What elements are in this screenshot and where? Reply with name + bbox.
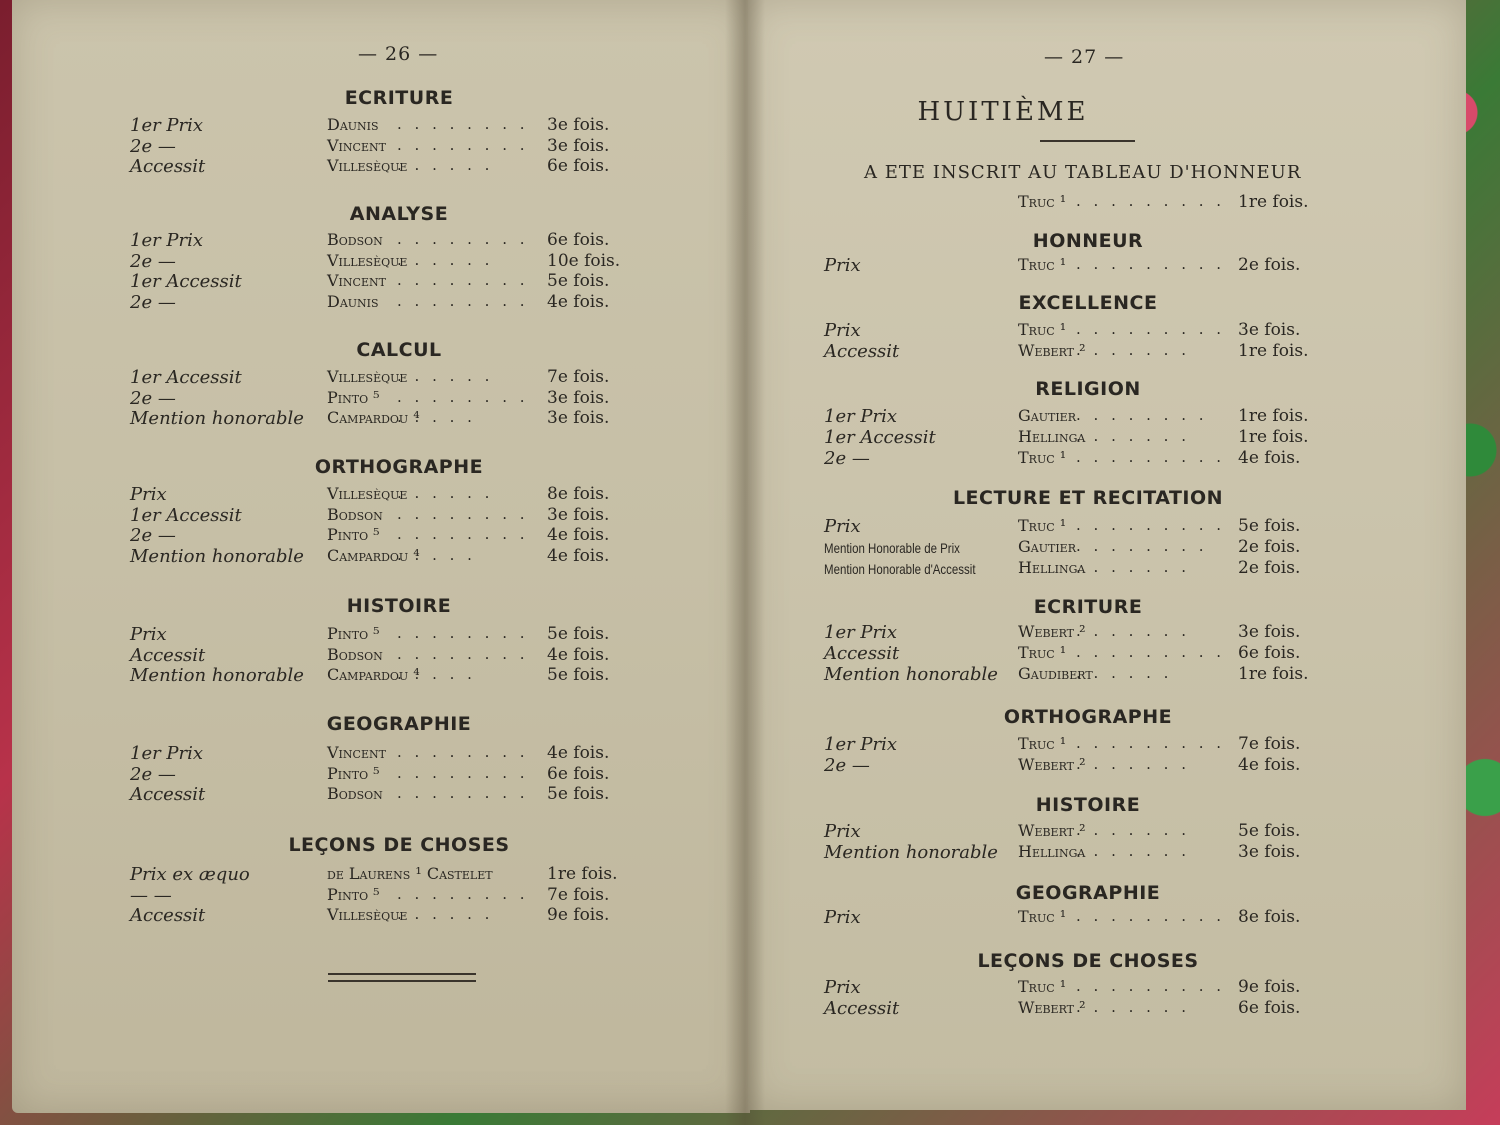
section-title: HISTOIRE <box>346 595 452 617</box>
times-count: 3e fois. <box>547 135 610 156</box>
leader-dots: . . . . . . . <box>1076 622 1190 640</box>
section-title: CALCUL <box>356 339 442 361</box>
leader-dots: . . . . . . . . <box>397 115 529 133</box>
award-label: Mention honorable <box>130 665 304 687</box>
times-count: 6e fois. <box>547 763 610 784</box>
leader-dots: . . . . . . <box>397 905 494 924</box>
award-label: 1er Prix <box>130 115 204 136</box>
leader-dots: . . . . . . . . <box>1076 537 1208 555</box>
leader-dots: . . . . . . . . . <box>1076 907 1226 925</box>
award-label: 1er Prix <box>130 230 204 251</box>
leader-dots: . . . . . . . . <box>397 624 529 642</box>
leader-dots: . . . . . . . <box>1076 341 1190 359</box>
student-name: Vincent <box>327 135 386 155</box>
student-name: Gaudibert <box>1018 664 1093 683</box>
times-count: 3e fois. <box>1238 842 1301 862</box>
award-label: Prix <box>824 977 861 998</box>
section-title: ANALYSE <box>349 203 449 225</box>
award-label: 1er Prix <box>824 734 898 755</box>
leader-dots: . . . . . . . <box>1076 821 1190 839</box>
leader-dots: . . . . . . . . <box>397 763 529 782</box>
student-name: Bodson <box>327 504 383 524</box>
student-name: Bodson <box>327 784 383 804</box>
award-label: 1er Accessit <box>130 271 242 293</box>
times-count: 4e fois. <box>547 525 610 546</box>
student-name: Webert ² <box>1018 341 1086 360</box>
award-label: 2e — <box>130 387 176 409</box>
page-number: — 27 — <box>1044 46 1125 68</box>
times-count: 5e fois. <box>547 784 610 805</box>
times-count: 4e fois. <box>547 291 610 312</box>
award-label: Mention honorable <box>130 545 304 567</box>
times-count: 8e fois. <box>1238 907 1301 927</box>
times-count: 6e fois. <box>1238 643 1301 663</box>
student-name: Truc ¹ <box>1018 320 1067 339</box>
times-count: 9e fois. <box>547 905 610 926</box>
award-label: Prix <box>130 484 167 505</box>
leader-dots: . . . . . . . . <box>397 230 529 248</box>
award-label: Mention Honorable de Prix <box>824 540 960 556</box>
leader-dots: . . . . . . . . . <box>1076 448 1226 466</box>
award-label: 1er Prix <box>824 406 898 427</box>
times-count: 5e fois. <box>547 624 610 644</box>
student-name: Truc ¹ <box>1018 516 1067 535</box>
times-count: 5e fois. <box>1238 821 1301 841</box>
times-count: 3e fois. <box>547 387 610 408</box>
times-count: 5e fois. <box>1238 516 1301 536</box>
times-count: 1re fois. <box>1238 427 1309 447</box>
award-label: 2e — <box>824 755 870 776</box>
student-name: Bodson <box>327 230 383 249</box>
section-title: EXCELLENCE <box>1018 292 1158 314</box>
award-label: Prix <box>130 624 167 645</box>
times-count: 4e fois. <box>1238 755 1301 775</box>
times-count: 6e fois. <box>547 230 610 250</box>
leader-dots: . . . . . . . <box>1076 842 1190 860</box>
leader-dots: . . . . . . . . <box>397 291 529 310</box>
student-name: Villesèque <box>327 484 408 503</box>
leader-dots: . . . . . . . . . <box>1076 255 1226 273</box>
student-name: Truc ¹ <box>1018 643 1067 662</box>
award-label: Mention honorable <box>130 408 304 430</box>
student-name: Truc ¹ <box>1018 977 1067 996</box>
leader-dots: . . . . . . . . <box>1076 406 1208 424</box>
award-label: Prix <box>824 821 861 842</box>
section-title: HONNEUR <box>1032 230 1144 252</box>
award-label: Prix <box>824 255 861 276</box>
award-label: 1er Accessit <box>130 504 242 526</box>
student-name: Villesèque <box>327 367 408 386</box>
times-count: 4e fois. <box>547 644 610 665</box>
times-count: 1re fois. <box>1238 192 1309 212</box>
leader-dots: . . . . . . . . <box>397 387 529 406</box>
student-name: Truc ¹ <box>1018 448 1067 467</box>
leader-dots: . . . . . . <box>397 484 494 502</box>
award-label: Mention Honorable d'Accessit <box>824 561 976 577</box>
times-count: 10e fois. <box>547 250 621 271</box>
leader-dots: . . . . . . . . <box>397 784 529 803</box>
student-name: Daunis <box>327 115 379 134</box>
student-name: Villesèque <box>327 905 408 925</box>
tableau-heading: A ETE INSCRIT AU TABLEAU D'HONNEUR <box>864 162 1302 183</box>
award-label: 1er Accessit <box>130 367 242 388</box>
times-count: 5e fois. <box>547 271 610 292</box>
leader-dots: . . . . . . . . <box>397 271 529 290</box>
leader-dots: . . . . . <box>397 545 476 564</box>
student-name: Webert ² <box>1018 998 1086 1017</box>
student-name: Campardou ⁴ <box>327 408 420 428</box>
leader-dots: . . . . . . . <box>1076 558 1190 576</box>
student-name: Pinto ⁵ <box>327 387 380 407</box>
student-name: Gautier <box>1018 537 1076 556</box>
times-count: 6e fois. <box>1238 998 1301 1018</box>
times-count: 1re fois. <box>1238 406 1309 426</box>
student-name: Villesèque <box>327 250 408 270</box>
student-name: Truc ¹ <box>1018 255 1067 274</box>
section-title: ORTHOGRAPHE <box>314 456 484 478</box>
award-label: Accessit <box>824 643 900 664</box>
award-label: 1er Prix <box>824 622 898 643</box>
award-label: 2e — <box>130 250 176 272</box>
leader-dots: . . . . . . . . . <box>1076 734 1226 752</box>
leader-dots: . . . . . . . . <box>397 525 529 544</box>
section-title: ECRITURE <box>1033 596 1143 618</box>
award-label: Accessit <box>130 644 206 666</box>
leader-dots: . . . . . . . . . <box>1076 320 1226 338</box>
times-count: 9e fois. <box>1238 977 1301 997</box>
student-name: Hellinga <box>1018 558 1086 577</box>
student-name: Hellinga <box>1018 842 1086 861</box>
times-count: 3e fois. <box>547 115 610 135</box>
leader-dots: . . . . . . . . . <box>1076 192 1226 210</box>
times-count: 4e fois. <box>547 545 610 566</box>
section-title: ECRITURE <box>344 87 454 109</box>
times-count: 7e fois. <box>547 367 610 387</box>
section-title: GEOGRAPHIE <box>326 713 472 735</box>
times-count: 1re fois. <box>547 864 618 884</box>
leader-dots: . . . . . <box>397 665 476 684</box>
times-count: 1re fois. <box>1238 341 1309 361</box>
leader-dots: . . . . . . . . <box>397 743 529 761</box>
award-label: 2e — <box>130 291 176 313</box>
leader-dots: . . . . . . <box>397 250 494 269</box>
award-label: Prix <box>824 907 861 928</box>
award-label: Accessit <box>130 156 206 178</box>
award-label: Accessit <box>130 784 206 806</box>
student-name: Pinto ⁵ <box>327 884 380 904</box>
times-count: 3e fois. <box>1238 622 1301 642</box>
student-name: Webert ² <box>1018 622 1086 641</box>
student-name: Pinto ⁵ <box>327 763 380 783</box>
section-title: LEÇONS DE CHOSES <box>977 950 1199 972</box>
end-rule <box>328 973 476 982</box>
section-title: LEÇONS DE CHOSES <box>288 834 510 856</box>
times-count: 5e fois. <box>547 665 610 686</box>
times-count: 1re fois. <box>1238 664 1309 684</box>
section-title: LECTURE ET RECITATION <box>952 487 1224 509</box>
times-count: 4e fois. <box>1238 448 1301 468</box>
student-name: Villesèque <box>327 156 408 176</box>
section-title: GEOGRAPHIE <box>1015 882 1161 904</box>
award-label: Mention honorable <box>824 664 998 685</box>
right-page <box>748 0 1466 1110</box>
times-count: 7e fois. <box>547 884 610 905</box>
award-label: Accessit <box>824 998 900 1019</box>
award-label: Prix ex æquo <box>130 864 250 885</box>
leader-dots: . . . . . . . <box>1076 998 1190 1016</box>
award-label: 1er Accessit <box>824 427 936 448</box>
student-name: Bodson <box>327 644 383 664</box>
student-name: Webert ² <box>1018 821 1086 840</box>
student-name: Truc ¹ <box>1018 734 1067 753</box>
student-name: Pinto ⁵ <box>327 624 380 643</box>
student-name: Campardou ⁴ <box>327 545 420 565</box>
times-count: 3e fois. <box>547 408 610 429</box>
leader-dots: . . . . . . <box>1076 664 1173 682</box>
student-name: Truc ¹ <box>1018 907 1067 926</box>
leader-dots: . . . . . . . . <box>397 884 529 903</box>
award-label: — — <box>130 884 172 906</box>
times-count: 6e fois. <box>547 156 610 177</box>
left-page <box>12 0 750 1113</box>
student-name: Pinto ⁵ <box>327 525 380 545</box>
student-name: Truc ¹ <box>1018 192 1067 211</box>
award-label: Mention honorable <box>824 842 998 863</box>
leader-dots: . . . . . . . . <box>397 504 529 523</box>
leader-dots: . . . . . . . <box>1076 427 1190 445</box>
times-count: 2e fois. <box>1238 558 1301 578</box>
page-number: — 26 — <box>358 43 439 65</box>
award-label: Prix <box>824 516 861 537</box>
times-count: 7e fois. <box>1238 734 1301 754</box>
section-title: ORTHOGRAPHE <box>1003 706 1173 728</box>
student-name: de Laurens ¹ Castelet <box>327 864 493 883</box>
times-count: 3e fois. <box>1238 320 1301 340</box>
award-label: 2e — <box>130 525 176 547</box>
title-rule <box>1040 140 1135 142</box>
section-title: RELIGION <box>1035 378 1141 400</box>
times-count: 4e fois. <box>547 743 610 763</box>
award-label: Accessit <box>130 905 206 927</box>
award-label: 1er Prix <box>130 743 204 764</box>
leader-dots: . . . . . . . . . <box>1076 643 1226 661</box>
times-count: 8e fois. <box>547 484 610 504</box>
times-count: 2e fois. <box>1238 537 1301 557</box>
student-name: Campardou ⁴ <box>327 665 420 685</box>
award-label: Prix <box>824 320 861 341</box>
leader-dots: . . . . . . . . . <box>1076 516 1226 534</box>
times-count: 3e fois. <box>547 504 610 525</box>
times-count: 2e fois. <box>1238 255 1301 275</box>
student-name: Hellinga <box>1018 427 1086 446</box>
student-name: Vincent <box>327 743 386 762</box>
section-title: HISTOIRE <box>1035 794 1141 816</box>
leader-dots: . . . . . . <box>397 156 494 175</box>
leader-dots: . . . . . . . . <box>397 644 529 663</box>
leader-dots: . . . . . . . . <box>397 135 529 154</box>
student-name: Daunis <box>327 291 379 311</box>
award-label: Accessit <box>824 341 900 362</box>
leader-dots: . . . . . <box>397 408 476 427</box>
award-label: 2e — <box>130 763 176 785</box>
class-title: HUITIÈME <box>917 97 1089 127</box>
award-label: 2e — <box>824 448 870 469</box>
award-label: 2e — <box>130 135 176 157</box>
student-name: Vincent <box>327 271 386 291</box>
leader-dots: . . . . . . <box>397 367 494 385</box>
leader-dots: . . . . . . . . . <box>1076 977 1226 995</box>
leader-dots: . . . . . . . <box>1076 755 1190 773</box>
student-name: Webert ² <box>1018 755 1086 774</box>
student-name: Gautier <box>1018 406 1076 425</box>
